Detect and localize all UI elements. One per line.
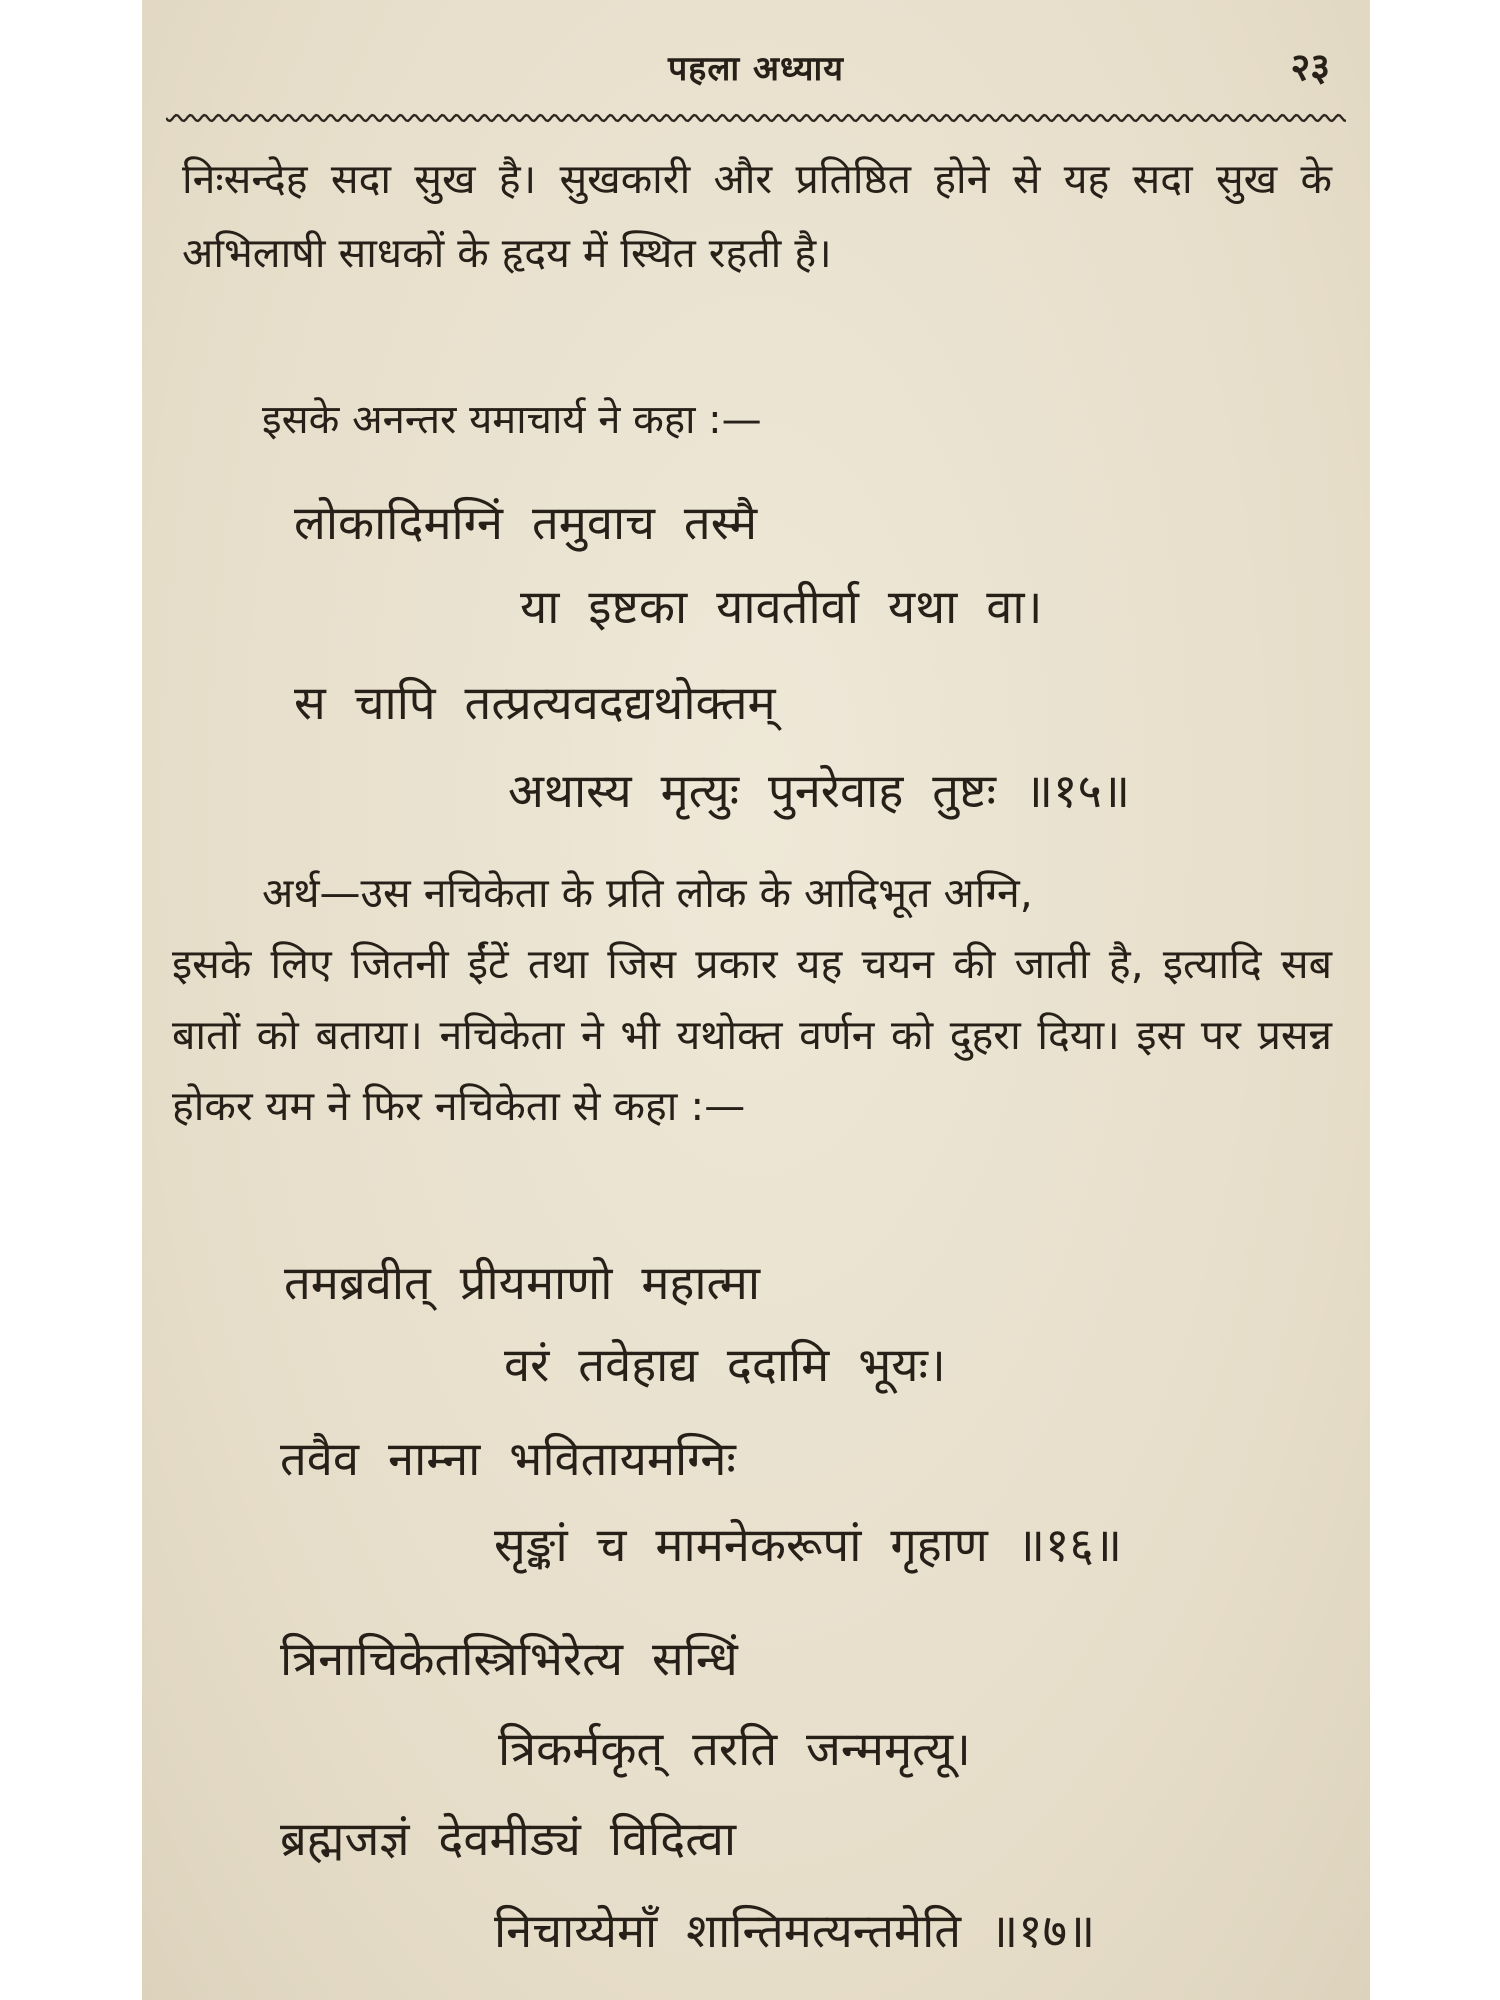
verse-17-line-3: ब्रह्मजज्ञं देवमीड्यं विदित्वा <box>280 1812 737 1867</box>
verse-16-line-3: तवैव नाम्ना भवितायमग्निः <box>280 1432 736 1487</box>
book-page <box>142 0 1370 2000</box>
running-title: पहला अध्याय <box>667 49 845 89</box>
verse-15-line-2: या इष्टका यावतीर्वा यथा वा। <box>520 580 1043 635</box>
verse-17-line-2: त्रिकर्मकृत् तरति जन्ममृत्यू। <box>498 1722 971 1777</box>
header-wavy-rule <box>166 108 1346 128</box>
intro-line: इसके अनन्तर यमाचार्य ने कहा :— <box>262 397 762 443</box>
verse-15-line-1: लोकादिमग्निं तमुवाच तस्मै <box>294 496 758 551</box>
verse-15-line-4: अथास्य मृत्युः पुनरेवाह तुष्टः ॥१५॥ <box>508 764 1131 819</box>
meaning-first-line: अर्थ—उस नचिकेता के प्रति लोक के आदिभूत अग्नि, <box>262 869 1033 917</box>
meaning-paragraph <box>172 858 1332 1142</box>
verse-17-line-1: त्रिनाचिकेतस्त्रिभिरेत्य सन्धिं <box>280 1632 738 1687</box>
page-header <box>142 40 1370 100</box>
verse-15-line-3: स चापि तत्प्रत्यवदद्यथोक्तम् <box>294 676 776 731</box>
page-number: २३ <box>1290 45 1330 89</box>
verse-16-line-1: तमब्रवीत् प्रीयमाणो महात्मा <box>284 1256 761 1311</box>
meaning-rest: इसके लिए जितनी ईंटें तथा जिस प्रकार यह चयन की जाती है, इत्यादि सब बातों को बताया। नचिकेता ने भी यथोक्त वर्णन को दुहरा दिया। इस पर प्रसन्न होकर यम ने फिर नचिकेता से कहा :— <box>172 940 1332 1130</box>
verse-17-line-4: निचाय्येमाँ शान्तिमत्यन्तमेति ॥१७॥ <box>494 1904 1096 1959</box>
verse-16-line-2: वरं तवेहाद्य ददामि भूयः। <box>504 1338 946 1393</box>
verse-16-line-4: सृङ्कां च मामनेकरूपां गृहाण ॥१६॥ <box>494 1518 1123 1573</box>
continuation-paragraph: निःसन्देह सदा सुख है। सुखकारी और प्रतिष्ठित होने से यह सदा सुख के अभिलाषी साधकों के हृदय में स्थित रहती है। <box>182 155 1332 277</box>
